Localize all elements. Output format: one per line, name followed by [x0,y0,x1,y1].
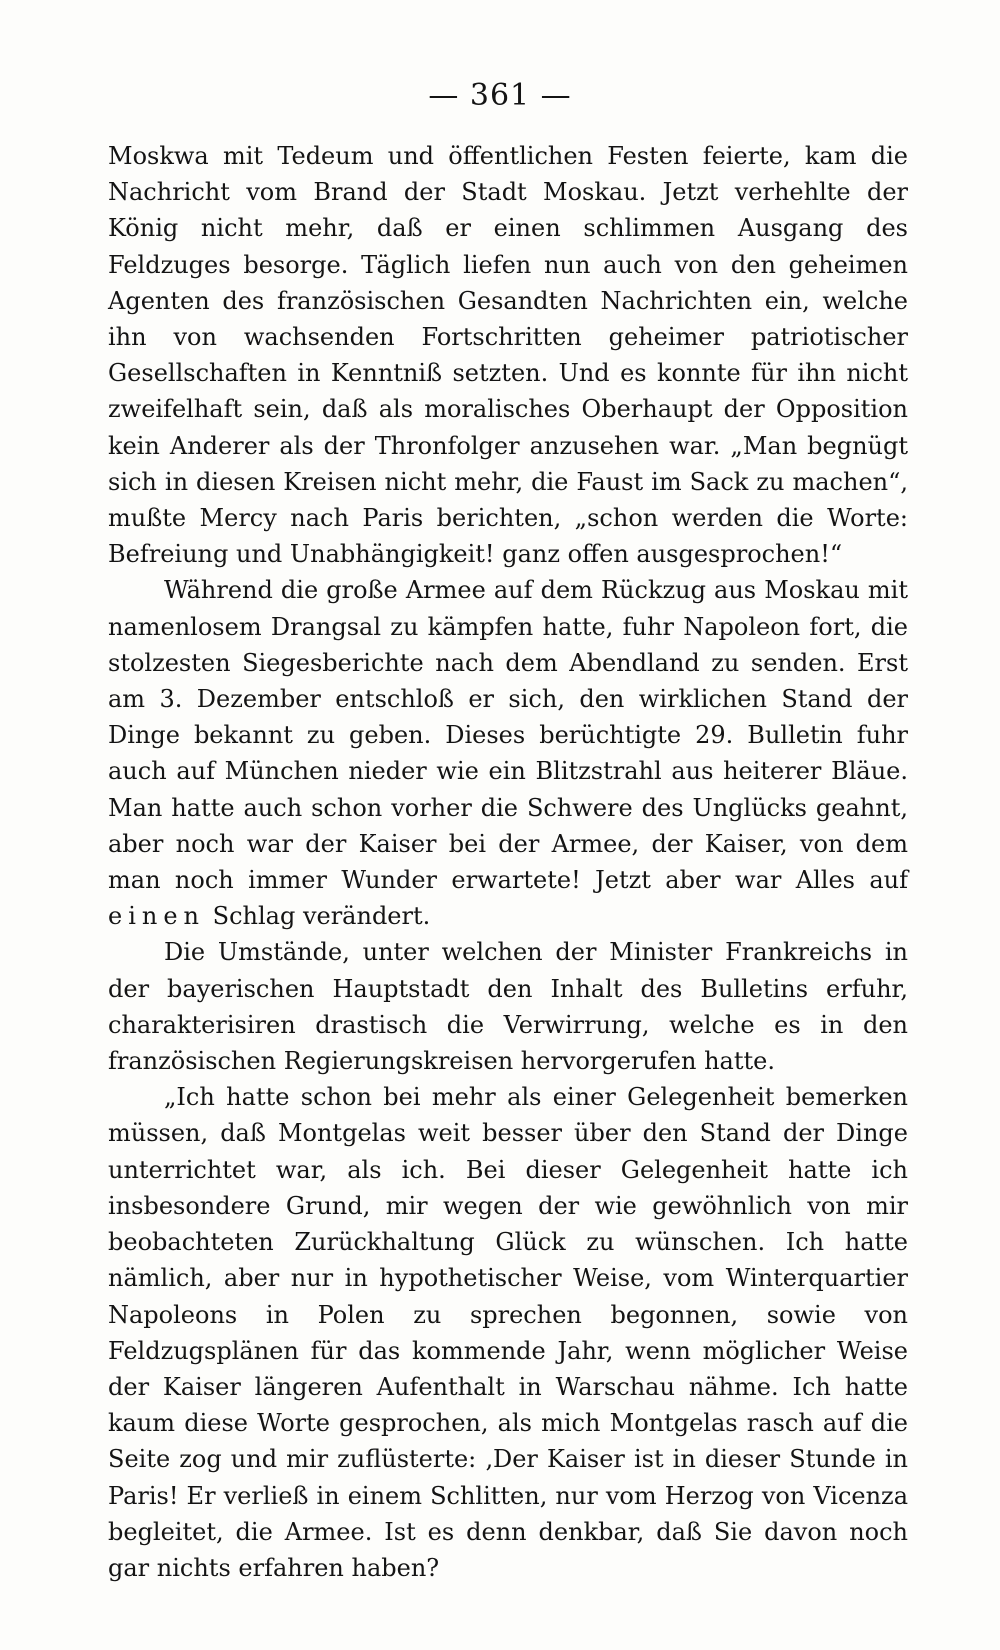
paragraph-2-text-before: Während die große Armee auf dem Rückzug aus Moskau mit namenlosem Drangsal zu kämpfen hatte, fuhr Napoleon fort, die stolzesten Siegesberichte nach dem Abendland zu senden. Erst am 3. Dezember entschloß er sich, den wirklichen Stand der Dinge bekannt zu geben. Dieses berüchtigte 29. Bulletin fuhr auch auf München nieder wie ein Blitzstrahl aus heiterer Bläue. Man hatte auch schon vorher die Schwere des Unglücks geahnt, aber noch war der Kaiser bei der Armee, der Kaiser, von dem man noch immer Wunder erwartete! Jetzt aber war Alles auf [108,576,908,895]
page-body [108,138,908,1586]
paragraph-1: Moskwa mit Tedeum und öffentlichen Festen feierte, kam die Nachricht vom Brand der Stadt Moskau. Jetzt verhehlte der König nicht mehr, daß er einen schlimmen Ausgang des Feldzuges besorge. Täglich liefen nun auch von den geheimen Agenten des französischen Gesandten Nachrichten ein, welche ihn von wachsenden Fortschritten geheimer patriotischer Gesellschaften in Kenntniß setzten. Und es konnte für ihn nicht zweifelhaft sein, daß als moralisches Oberhaupt der Opposition kein Anderer als der Thronfolger anzusehen war. „Man begnügt sich in diesen Kreisen nicht mehr, die Faust im Sack zu machen“, mußte Mercy nach Paris berichten, „schon werden die Worte: Befreiung und Unabhängigkeit! ganz offen ausgesprochen!“ [108,142,908,569]
paragraph-2-text-after: Schlag verändert. [205,902,431,931]
paragraph-2-emphasis: einen [108,902,205,931]
paragraph-2 [108,572,908,934]
paragraph-4: „Ich hatte schon bei mehr als einer Gelegenheit bemerken müssen, daß Montgelas weit besser über den Stand der Dinge unterrichtet war, als ich. Bei dieser Gelegenheit hatte ich insbesondere Grund, mir wegen der wie gewöhnlich von mir beobachteten Zurückhaltung Glück zu wünschen. Ich hatte nämlich, aber nur in hypothetischer Weise, vom Winterquartier Napoleons in Polen zu sprechen begonnen, sowie von Feldzugsplänen für das kommende Jahr, wenn möglicher Weise der Kaiser längeren Aufenthalt in Warschau nähme. Ich hatte kaum diese Worte gesprochen, als mich Montgelas rasch auf die Seite zog und mir zuflüsterte: ‚Der Kaiser ist in dieser Stunde in Paris! Er verließ in einem Schlitten, nur vom Herzog von Vicenza begleitet, die Armee. Ist es denn denkbar, daß Sie davon noch gar nichts erfahren haben? [108,1083,908,1582]
page-number: — 361 — [428,78,572,113]
paragraph-3: Die Umstände, unter welchen der Minister Frankreichs in der bayerischen Hauptstadt den Inhalt des Bulletins erfuhr, charakterisiren drastisch die Verwirrung, welche es in den französischen Regierungskreisen hervorgerufen hatte. [108,938,908,1076]
